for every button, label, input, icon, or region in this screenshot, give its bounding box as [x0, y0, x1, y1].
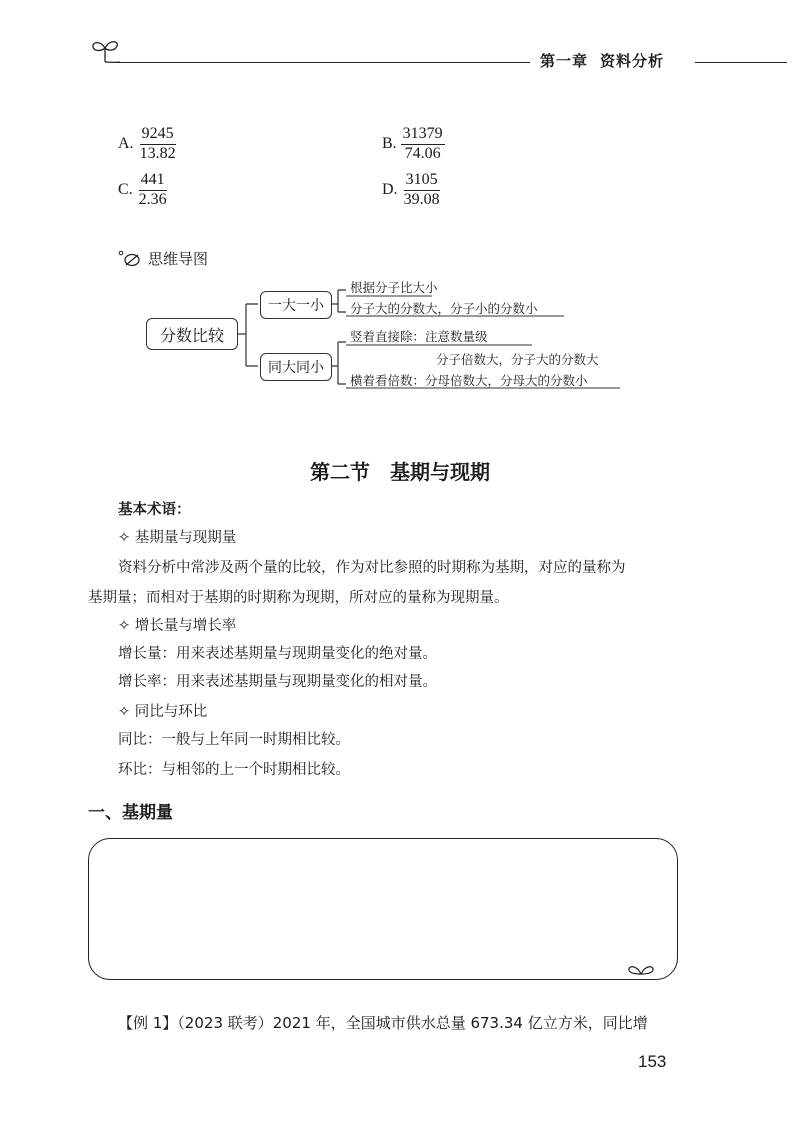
mindmap-branch-node: [260, 353, 332, 381]
page-number: 153: [638, 1052, 667, 1071]
paragraph-line: 增长量：用来表述基期量与现期量变化的绝对量。: [118, 646, 437, 662]
denominator: 39.08: [403, 190, 440, 208]
term-heading: ✧ 基期量与现期量: [118, 530, 237, 546]
choice-label: B.: [382, 135, 397, 153]
example-text: 【例 1】（2023 联考）2021 年，全国城市供水总量 673.34 亿立方米，同比增: [118, 1014, 648, 1032]
denominator: 2.36: [138, 190, 167, 208]
paragraph-line: 基期量；而相对于基期的时期称为现期，所对应的量称为现期量。: [88, 590, 509, 606]
numerator: 9245: [140, 126, 176, 145]
subsection-title: 一、基期量: [88, 803, 173, 823]
mindmap-branch-label: 同大同小: [268, 360, 324, 376]
numerator: 3105: [404, 172, 440, 191]
choice-label: C.: [118, 181, 133, 199]
paragraph-line: 同比：一般与上年同一时期相比较。: [118, 732, 350, 748]
mindmap-leaf: 分子倍数大，分子大的分数大: [436, 352, 599, 367]
paragraph-line: 增长率：用来表述基期量与现期量变化的相对量。: [118, 674, 437, 690]
choice-label: A.: [118, 135, 134, 153]
mindmap-leaf: 分子大的分数大，分子小的分数小: [350, 301, 538, 316]
sprout-corner-icon: [626, 960, 656, 976]
notes-box: [88, 838, 678, 980]
mindmap-leaf: 根据分子比大小: [350, 280, 438, 295]
choice-label: D.: [382, 181, 398, 199]
chapter-title: 资料分析: [600, 52, 665, 70]
mindmap-leaf: 竖着直接除：注意数量级: [350, 329, 488, 344]
mindmap-root-node: [146, 318, 238, 350]
term-heading: ✧ 同比与环比: [118, 704, 208, 720]
denominator: 13.82: [139, 144, 176, 162]
section-title: 第二节 基期与现期: [310, 460, 490, 484]
terms-heading: 基本术语：: [118, 502, 191, 518]
term-heading: ✧ 增长量与增长率: [118, 618, 237, 634]
chapter-label: 第一章: [540, 52, 589, 70]
mindmap-branch-node: [260, 291, 332, 319]
mindmap-title: 思维导图: [148, 250, 209, 268]
paragraph-line: 资料分析中常涉及两个量的比较，作为对比参照的时期称为基期，对应的量称为: [118, 560, 626, 576]
mindmap-connectors: [0, 0, 800, 420]
numerator: 441: [139, 172, 167, 191]
mindmap-root-label: 分数比较: [159, 325, 224, 345]
denominator: 74.06: [404, 144, 441, 162]
numerator: 31379: [401, 126, 445, 145]
mindmap-branch-label: 一大一小: [268, 298, 324, 314]
paragraph-line: 环比：与相邻的上一个时期相比较。: [118, 762, 350, 778]
mindmap-leaf: 横着看倍数：分母倍数大，分母大的分数小: [350, 373, 588, 388]
